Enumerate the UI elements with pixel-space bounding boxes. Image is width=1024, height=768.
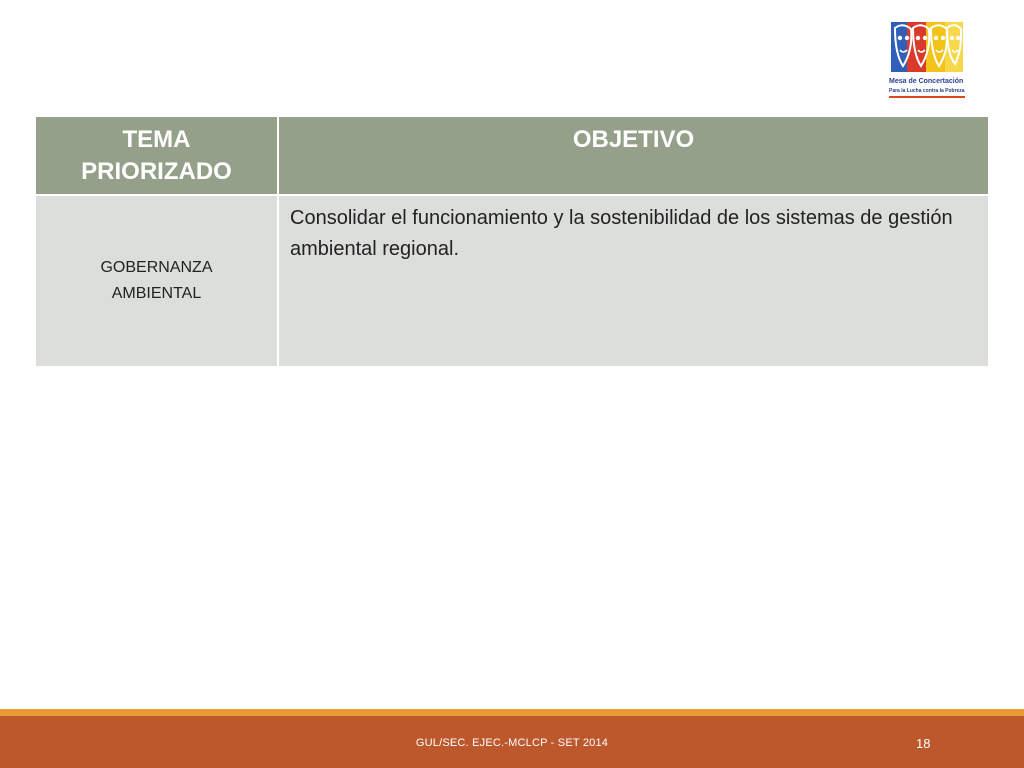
logo: [886, 20, 968, 102]
cell-tema: GOBERNANZA AMBIENTAL: [36, 196, 277, 366]
logo-title: Mesa de Concertación: [889, 78, 964, 85]
footer-accent-stripe: [0, 709, 1024, 716]
header-tema-priorizado: TEMA PRIORIZADO: [36, 117, 277, 194]
page-number: 18: [916, 736, 931, 751]
header-objetivo: OBJETIVO: [279, 117, 988, 194]
objectives-table: [36, 117, 988, 366]
cell-objetivo: Consolidar el funcionamiento y la sostenibilidad de los sistemas de gestión ambiental regional.: [279, 196, 988, 366]
footer-text: GUL/SEC. EJEC.-MCLCP - SET 2014: [415, 737, 609, 749]
logo-subtitle: Para la Lucha contra la Pobreza: [889, 88, 965, 94]
logo-underline: [889, 96, 965, 98]
logo-faces-icon: [889, 20, 965, 76]
